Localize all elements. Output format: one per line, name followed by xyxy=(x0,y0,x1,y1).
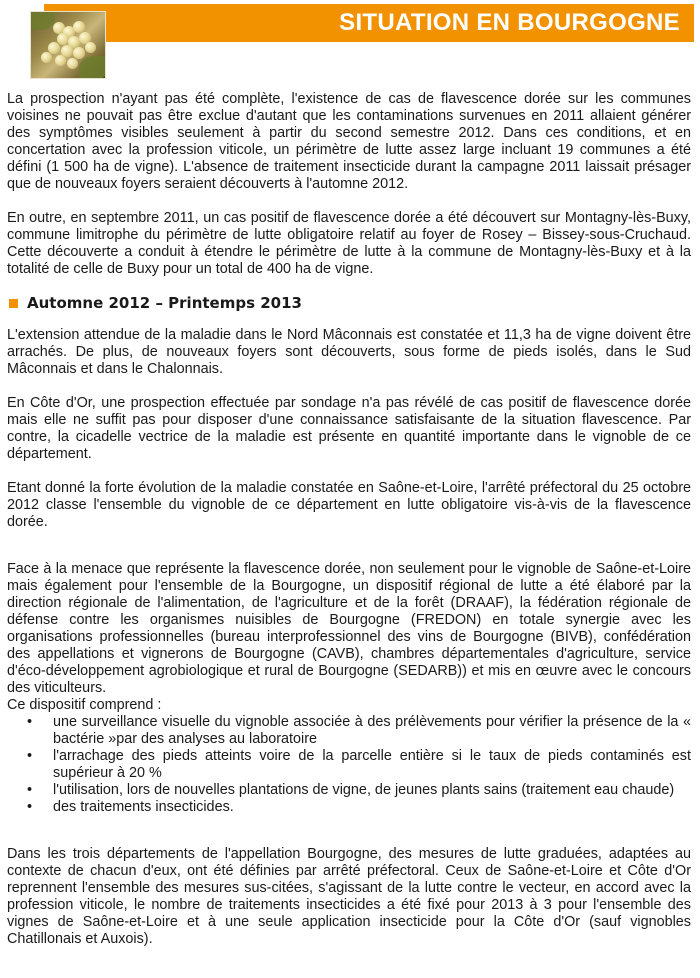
orange-square-bullet-icon xyxy=(9,299,18,308)
list-item: • une surveillance visuelle du vignoble associée à des prélèvements pour vérifier la présence de la « bactérie »par des analyses au laboratoire xyxy=(53,714,691,748)
body-paragraph: Face à la menace que représente la flavescence dorée, non seulement pour le vignoble de Saône-et-Loire mais également pour l'ensemble de la Bourgogne, un dispositif régional de lutte a été élaboré par la direction régionale de l'alimentation, de l'agriculture et de la forêt (DRAAF), la fédération régionale de défense contre les organismes nuisibles de Bourgogne (FREDON) en totale synergie avec les organisations professionnelles (bureau interprofessionnel des vins de Bourgogne (BIVB), confédération des appellations et vignerons de Bourgogne (CAVB), chambres départementales d'agriculture, service d'éco-développement agrobiologique et rural de Bourgogne (SEDARB)) et mis en œuvre avec le concours des viticulteurs. xyxy=(7,561,691,696)
grape-cluster-photo xyxy=(30,11,106,79)
body-paragraph: L'extension attendue de la maladie dans le Nord Mâconnais est constatée et 11,3 ha de vigne doivent être arrachés. De plus, de nouveaux foyers sont découverts, sous forme de pieds isolés, dans le Sud Mâconnais et dans le Chalonnais. xyxy=(7,327,691,377)
body-paragraph: Etant donné la forte évolution de la maladie constatée en Saône-et-Loire, l'arrêté préfectoral du 25 octobre 2012 classe l'ensemble du vignoble de ce département en lutte obligatoire vis-à-vis de la flavescence dorée. xyxy=(7,480,691,530)
intro-paragraph: En outre, en septembre 2011, un cas positif de flavescence dorée a été découvert sur Montagny-lès-Buxy, commune limitrophe du périmètre de lutte obligatoire relatif au foyer de Rosey – Bissey-sous-Cruchaud. Cette découverte a conduit à étendre le périmètre de lutte à la commune de Montagny-lès-Buxy et à la totalité de celle de Buxy pour un total de 400 ha de vigne. xyxy=(7,210,691,277)
list-intro: Ce dispositif comprend : xyxy=(7,697,162,713)
section-title: Automne 2012 – Printemps 2013 xyxy=(27,294,302,312)
list-item: • des traitements insecticides. xyxy=(53,799,691,816)
closing-paragraph: Dans les trois départements de l'appellation Bourgogne, des mesures de lutte graduées, adaptées au contexte de chacun d'eux, ont été définies par arrêté préfectoral. Ceux de Saône-et-Loire et Côte d'Or reprennent l'ensemble des mesures sus-citées, s'agissant de la lutte contre le vecteur, en accord avec la profession viticole, le nombre de traitements insecticides a été fixé pour 2013 à 3 pour l'ensemble des vignes de Saône-et-Loire et à une seule application insecticide pour la Côte d'Or (sauf vignobles Chatillonais et Auxois). xyxy=(7,846,691,947)
intro-paragraph: La prospection n'ayant pas été complète, l'existence de cas de flavescence dorée sur les communes voisines ne pouvait pas être exclue d'autant que les contaminations survenues en 2011 allaient générer des symptômes visibles seulement à partir du second semestre 2012. Dans ces conditions, et en concertation avec la profession viticole, un périmètre de lutte assez large incluant 19 communes a été défini (1 500 ha de vigne). L'absence de traitement insecticide durant la campagne 2011 laissait présager que de nouveaux foyers seraient découverts à l'automne 2012. xyxy=(7,91,691,192)
page-title: SITUATION EN BOURGOGNE xyxy=(339,9,680,36)
list-item: • l'arrachage des pieds atteints voire de la parcelle entière si le taux de pieds contaminés est supérieur à 20 % xyxy=(53,748,691,782)
header-banner xyxy=(44,4,694,42)
measures-list xyxy=(7,714,691,816)
section-heading xyxy=(7,295,691,312)
body-paragraph: En Côte d'Or, une prospection effectuée par sondage n'a pas révélé de cas positif de flavescence dorée mais elle ne suffit pas pour disposer d'une connaissance satisfaisante de la situation flavescence. Par contre, la cicadelle vectrice de la maladie est présente en quantité importante dans le vignoble de ce département. xyxy=(7,395,691,462)
page-header xyxy=(14,4,694,82)
article-body xyxy=(7,91,691,948)
list-item: • l'utilisation, lors de nouvelles plantations de vigne, de jeunes plants sains (traitement eau chaude) xyxy=(53,782,691,799)
